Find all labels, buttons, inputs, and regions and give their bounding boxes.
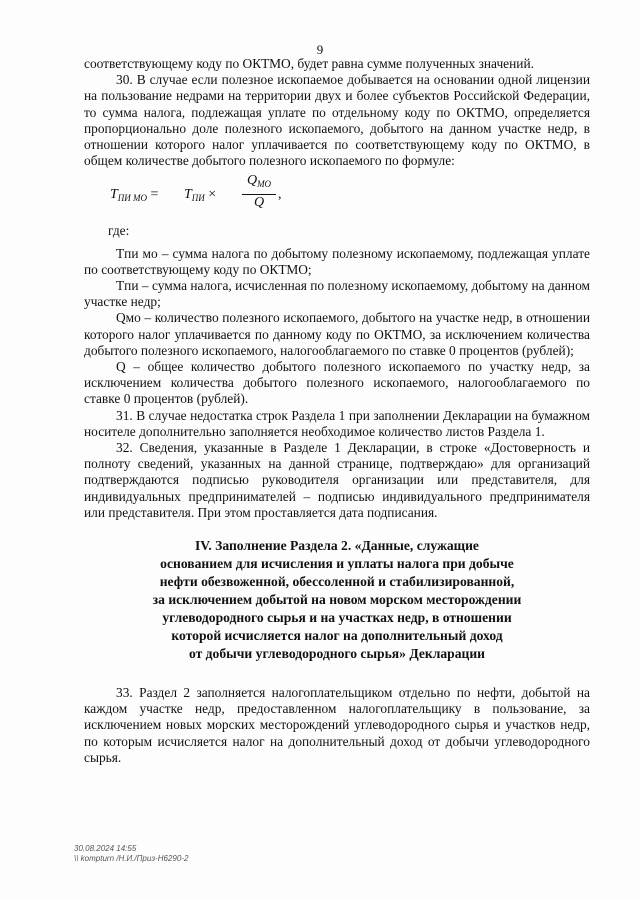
paragraph-continuation: соответствующему коду по ОКТМО, будет равна сумме полученных значений.: [84, 56, 534, 71]
page-number: 9: [316, 42, 324, 57]
formula-numerator: [242, 173, 276, 194]
definition-q: Q – общее количество добытого полезного ископаемого по участку недр, за исключением количества добытого полезного ископаемого, налогооблагаемого по ставке 0 процентов (рублей).: [84, 359, 590, 407]
heading-line: углеводородного сырья и на участках недр, в отношении: [162, 610, 512, 626]
formula-equals: =: [147, 187, 159, 203]
stamp-path: \\ kompturn /Н.И./Приз-Н6290-2: [74, 854, 189, 863]
heading-line: за исключением добытой на новом морском месторождении: [152, 592, 522, 608]
heading-line: IV. Заполнение Раздела 2. «Данные, служащие: [195, 538, 479, 554]
formula-lhs-symbol: T: [110, 187, 118, 203]
tax-formula: [110, 173, 590, 219]
heading-line: основанием для исчисления и уплаты налога при добыче: [160, 556, 514, 572]
paragraph-30: 30. В случае если полезное ископаемое добывается на основании одной лицензии на пользование недрами на территории двух и более субъектов Российской Федерации, то сумма налога, подлежащая уплате по отдельному коду по ОКТМО, определяется пропорционально доле полезного ископаемого, добытого на данном участке недр, в отношении которого налог уплачивается по соответствующему коду по ОКТМО, в общем количестве добытого полезного ископаемого по формуле:: [84, 72, 590, 169]
formula-times: ×: [204, 187, 217, 203]
definition-t-pi: Tпи – сумма налога, исчисленная по полезному ископаемому, добытому на данном участке недр;: [84, 278, 590, 310]
where-label: где:: [108, 223, 130, 239]
formula-denominator: Q: [253, 194, 265, 210]
paragraph-33: 33. Раздел 2 заполняется налогоплательщиком отдельно по нефти, добытой на каждом участке недр, предоставленном налогоплательщику в пользование, за исключением новых морских месторождений углеводородного сырья и участков недр, по которым исчисляется налог на дополнительный доход от добычи углеводородного сырья.: [84, 685, 590, 765]
definition-q-mo: Qмо – количество полезного ископаемого, добытого на участке недр, в отношении которого налог уплачивается по данному коду по ОКТМО, за исключением количества добытого полезного ископаемого, налогооблагаемого по ставке 0 процентов (рублей);: [84, 310, 590, 358]
formula-lhs-subscript: ПИ МО: [117, 193, 148, 204]
formula-fraction: [242, 173, 276, 210]
formula-numerator-subscript: МО: [257, 179, 272, 190]
definition-t-pi-mo: Tпи мо – сумма налога по добытому полезному ископаемому, подлежащая уплате по соответствующему коду по ОКТМО;: [84, 245, 590, 277]
heading-line: нефти обезвоженной, обессоленной и стабилизированной,: [159, 574, 515, 590]
stamp-date: 30.08.2024 14:55: [74, 844, 137, 853]
paragraph-31: 31. В случае недостатка строк Раздела 1 при заполнении Декларации на бумажном носителе дополнительно заполняется необходимое количество листов Раздела 1.: [84, 407, 590, 439]
formula-rhs: [184, 187, 216, 206]
formula-numerator-symbol: Q: [246, 173, 258, 189]
formula-comma: ,: [278, 187, 282, 203]
document-body: [84, 56, 590, 766]
print-stamp: [74, 844, 188, 864]
heading-line: которой исчисляется налог на дополнительный доход: [171, 628, 503, 644]
formula-lhs: [110, 187, 158, 206]
paragraph-32: 32. Сведения, указанные в Разделе 1 Декларации, в строке «Достоверность и полноту сведений, указанных на данной странице, подтверждаю» для организаций подтверждаются подписью руководителя организации или представителя, для индивидуальных предпринимателей – подписью индивидуального предпринимателя или представителя. При этом проставляется дата подписания.: [84, 440, 590, 520]
formula-rhs-subscript: ПИ: [191, 193, 205, 204]
formula-rhs-symbol: T: [184, 187, 192, 203]
section-heading: [84, 537, 590, 663]
heading-line: от добычи углеводородного сырья» Декларации: [188, 646, 486, 662]
